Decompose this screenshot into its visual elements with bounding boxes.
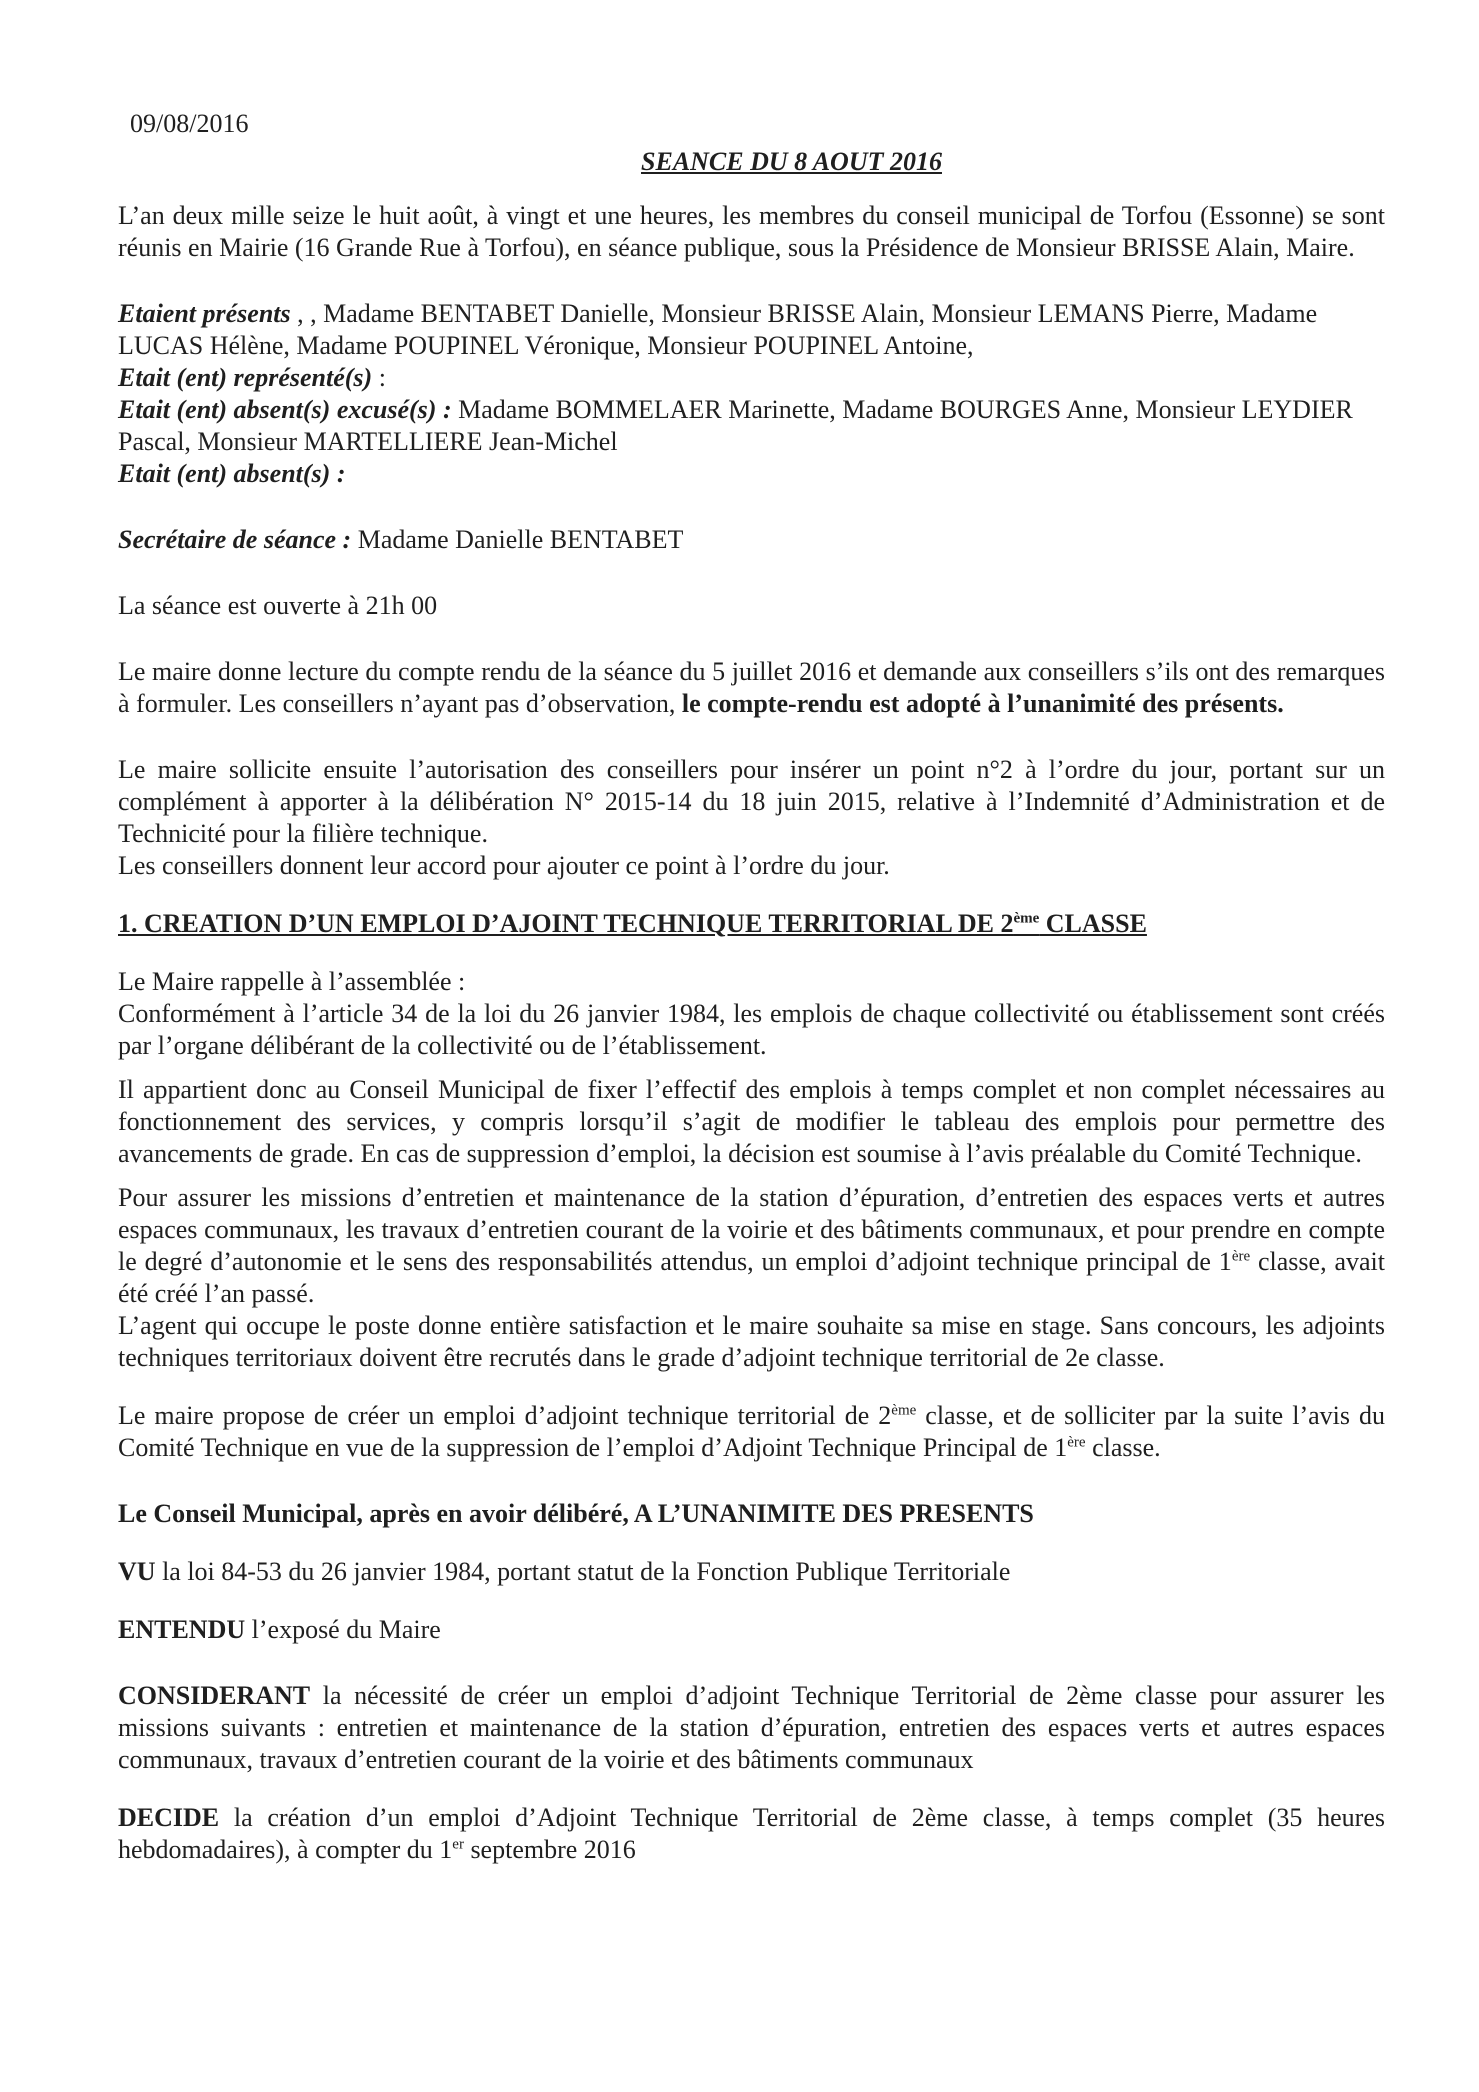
proposal-text-mid: classe, et de solliciter par la suite l’avis du Comité Technique en vue de la suppression de l’emploi d’Adjoint Technique Principal de 1 [118, 1401, 1385, 1462]
proposal-text-post: classe. [1085, 1433, 1161, 1462]
decide-paragraph [118, 1802, 1385, 1866]
vu-text: la loi 84-53 du 26 janvier 1984, portant statut de la Fonction Publique Territoriale [155, 1557, 1011, 1586]
considerant-text: la nécessité de créer un emploi d’adjoint Technique Territorial de 2ème classe pour assurer les missions suivants : entretien et maintenance de la station d’épuration, entretien des espaces verts et autres espaces communaux, travaux d’entretien courant de la voirie et des bâtiments communaux [118, 1681, 1385, 1774]
agenda-agree-line: Les conseillers donnent leur accord pour ajouter ce point à l’ordre du jour. [118, 851, 890, 880]
represented-label: Etait (ent) représenté(s) [118, 363, 373, 392]
excused-label: Etait (ent) absent(s) excusé(s) : [118, 395, 452, 424]
minutes-adopted: le compte-rendu est adopté à l’unanimité des présents. [681, 689, 1284, 718]
agenda-request-paragraph: Le maire sollicite ensuite l’autorisation des conseillers pour insérer un point n°2 à l’ordre du jour, portant sur un complément à apporter à la délibération N° 2015-14 du 18 juin 2015, relative à l’Indemnité d’Administration et de Technicité pour la filière technique. [118, 755, 1385, 848]
missions-text-post: classe, avait été créé l’an passé. [118, 1247, 1385, 1308]
present-members [118, 298, 1385, 362]
proposal-sup-1: ème [891, 1402, 917, 1419]
represented-text: : [372, 363, 386, 392]
excused-text: Madame BOMMELAER Marinette, Madame BOURGES Anne, Monsieur LEYDIER Pascal, Monsieur MARTELLIERE Jean-Michel [118, 395, 1353, 456]
missions-text-pre: Pour assurer les missions d’entretien et maintenance de la station d’épuration, d’entretien des espaces verts et autres espaces communaux, les travaux d’entretien courant de la voirie et des bâtiments communaux, et pour prendre en compte le degré d’autonomie et le sens des responsabilités attendus, un emploi d’adjoint technique principal de 1 [118, 1183, 1385, 1276]
secretary-label: Secrétaire de séance : [118, 525, 352, 554]
considerant-paragraph [118, 1680, 1385, 1776]
absent-label: Etait (ent) absent(s) : [118, 459, 346, 488]
effectif-paragraph: Il appartient donc au Conseil Municipal de fixer l’effectif des emplois à temps complet et non complet nécessaires au fonctionnement des services, y compris lorsqu’il s’agit de modifier le tableau des emplois pour permettre des avancements de grade. En cas de suppression d’emploi, la décision est soumise à l’avis préalable du Comité Technique. [118, 1075, 1385, 1168]
missions-paragraph [118, 1182, 1385, 1310]
recall-line: Le Maire rappelle à l’assemblée : [118, 967, 466, 996]
section-1-title [118, 908, 1385, 940]
missions-sup: ère [1231, 1248, 1251, 1265]
considerant-label: CONSIDERANT [118, 1681, 311, 1710]
entendu-line [118, 1614, 1385, 1646]
proposal-paragraph [118, 1400, 1385, 1464]
vu-line [118, 1556, 1385, 1588]
agent-paragraph: L’agent qui occupe le poste donne entière satisfaction et le maire souhaite sa mise en stage. Sans concours, les adjoints techniques territoriaux doivent être recrutés dans le grade d’adjoint technique territorial de 2e classe. [118, 1311, 1385, 1372]
decide-sup: er [452, 1836, 464, 1853]
section-1-title-sup: ème [1013, 910, 1040, 927]
absent-members [118, 458, 1385, 490]
decide-text-pre: la création d’un emploi d’Adjoint Technique Territorial de 2ème classe, à temps complet (35 heures hebdomadaires), à compter du 1 [118, 1803, 1385, 1864]
council-decision-heading: Le Conseil Municipal, après en avoir délibéré, A L’UNANIMITE DES PRESENTS [118, 1499, 1034, 1528]
article-34-paragraph: Conformément à l’article 34 de la loi du 26 janvier 1984, les emplois de chaque collectivité ou établissement sont créés par l’organe délibérant de la collectivité ou de l’établissement. [118, 999, 1385, 1060]
excused-members [118, 394, 1385, 458]
present-label: Etaient présents [118, 299, 291, 328]
decide-label: DECIDE [118, 1803, 220, 1832]
secretary-line [118, 524, 1385, 556]
secretary-name: Madame Danielle BENTABET [351, 525, 684, 554]
minutes-text: Le maire donne lecture du compte rendu de la séance du 5 juillet 2016 et demande aux conseillers s’ils ont des remarques à formuler. Les conseillers n’ayant pas d’observation, [118, 657, 1385, 718]
proposal-sup-2: ère [1067, 1434, 1086, 1451]
intro-paragraph: L’an deux mille seize le huit août, à vingt et une heures, les membres du conseil municipal de Torfou (Essonne) se sont réunis en Mairie (16 Grande Rue à Torfou), en séance publique, sous la Présidence de Monsieur BRISSE Alain, Maire. [118, 201, 1385, 262]
document-date: 09/08/2016 [130, 109, 249, 138]
decide-text-post: septembre 2016 [463, 1835, 636, 1864]
represented-members [118, 362, 1385, 394]
entendu-label: ENTENDU [118, 1615, 246, 1644]
proposal-text-pre: Le maire propose de créer un emploi d’adjoint technique territorial de 2 [118, 1401, 892, 1430]
entendu-text: l’exposé du Maire [245, 1615, 441, 1644]
minutes-paragraph [118, 656, 1385, 720]
vu-label: VU [118, 1557, 156, 1586]
section-1-title-post: CLASSE [1039, 909, 1147, 938]
present-text: , , Madame BENTABET Danielle, Monsieur BRISSE Alain, Monsieur LEMANS Pierre, Madame LUCAS Hélène, Madame POUPINEL Véronique, Monsieur POUPINEL Antoine, [118, 299, 1318, 360]
opening-line: La séance est ouverte à 21h 00 [118, 591, 438, 620]
page-title: SEANCE DU 8 AOUT 2016 [641, 147, 942, 176]
section-1-title-pre: 1. CREATION D’UN EMPLOI D’AJOINT TECHNIQUE TERRITORIAL DE 2 [118, 909, 1014, 938]
